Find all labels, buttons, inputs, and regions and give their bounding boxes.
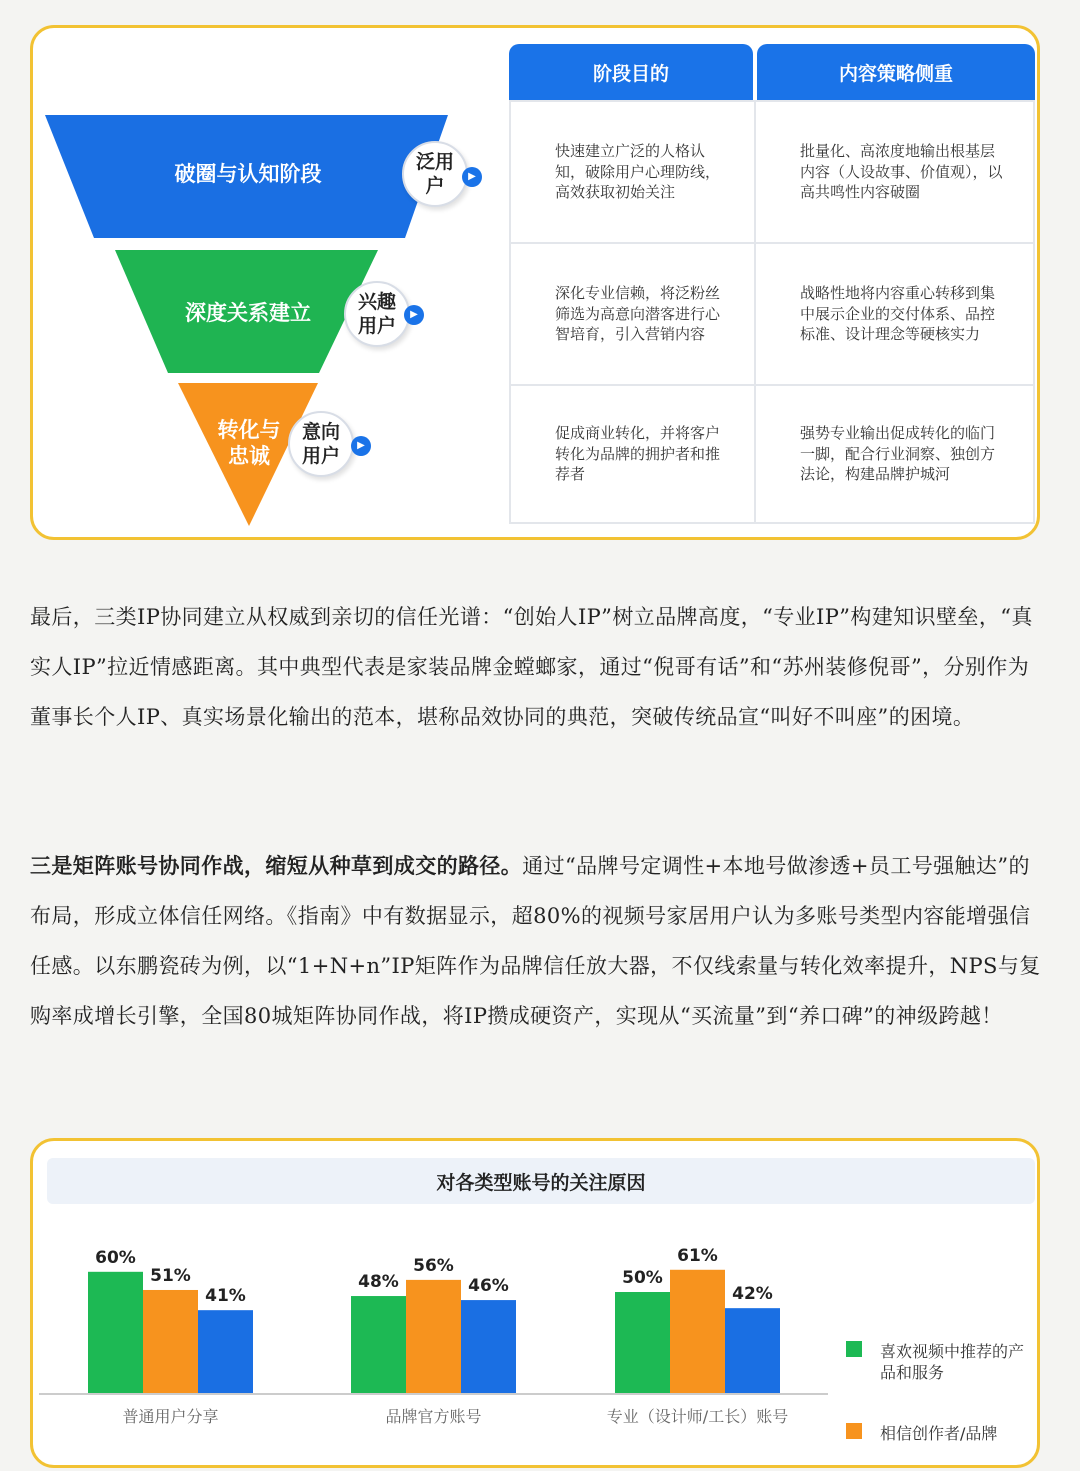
table-header-strategy: 内容策略侧重 xyxy=(757,44,1035,100)
bar-3-2 xyxy=(670,1270,725,1393)
table-cell-1-1: 快速建立广泛的人格认知，破除用户心理防线，高效获取初始关注 xyxy=(509,100,756,244)
user-bubble-1: 泛用户 xyxy=(402,141,468,207)
table-cell-2-1: 深化专业信赖，将泛粉丝筛选为高意向潜客进行心智培育，引入营销内容 xyxy=(509,242,756,386)
user-bubble-3: 意向用户 xyxy=(288,411,354,477)
paragraph-2-text: 通过“品牌号定调性+本地号做渗透+员工号强触达”的布局，形成立体信任网络。《指南》中有数据显示，超80%的视频号家居用户认为多账号类型内容能增强信任感。以东鹏瓷砖为例，以“1+N+n”IP矩阵作为品牌信任放大器，不仅线索量与转化效率提升，NPS与复购率成增长引擎，全国80城矩阵协同作战，将IP攒成硬资产，实现从“买流量”到“养口碑”的神级跨越！ xyxy=(30,854,1041,1028)
legend-swatch-green xyxy=(846,1341,862,1357)
funnel-stage-1-label: 破圈与认知阶段 xyxy=(174,162,322,186)
legend-label-2: 相信创作者/品牌 xyxy=(880,1424,998,1443)
legend-swatch-orange xyxy=(846,1423,862,1439)
funnel-card xyxy=(30,25,1040,540)
bar-2-1 xyxy=(351,1296,406,1393)
category-label-2: 品牌官方账号 xyxy=(385,1407,482,1426)
data-label-1-2: 51% xyxy=(150,1265,191,1286)
chart-title: 对各类型账号的关注原因 xyxy=(47,1158,1035,1204)
table-cell-1-2: 批量化、高浓度地输出根基层内容（人设故事、价值观），以高共鸣性内容破圈 xyxy=(754,100,1035,244)
funnel-stage-2-label: 深度关系建立 xyxy=(185,301,311,325)
play-arrow-icon: ▶ xyxy=(462,167,482,187)
data-label-2-1: 48% xyxy=(358,1272,399,1293)
data-label-1-1: 60% xyxy=(95,1247,136,1268)
table-header-purpose: 阶段目的 xyxy=(509,44,753,100)
paragraph-1-text: 最后，三类IP协同建立从权威到亲切的信任光谱：“创始人IP”树立品牌高度，“专业IP”构建知识壁垒，“真实人IP”拉近情感距离。其中典型代表是家装品牌金螳螂家，通过“倪哥有话”和“苏州装修倪哥”，分别作为董事长个人IP、真实场景化输出的范本，堪称品效协同的典范，突破传统品宣“叫好不叫座”的困境。 xyxy=(30,605,1033,729)
bar-1-3 xyxy=(198,1310,253,1393)
paragraph-2-lead: 三是矩阵账号协同作战，缩短从种草到成交的路径。 xyxy=(30,854,523,878)
bar-3-1 xyxy=(615,1292,670,1393)
paragraph-matrix-accounts xyxy=(30,841,1045,1041)
bar-1-2 xyxy=(143,1290,198,1393)
data-label-1-3: 41% xyxy=(205,1286,246,1307)
chart-card xyxy=(30,1138,1040,1468)
user-bubble-2: 兴趣用户 xyxy=(344,281,410,347)
data-label-3-1: 50% xyxy=(622,1268,663,1288)
data-label-2-2: 56% xyxy=(413,1255,454,1276)
paragraph-trust-spectrum xyxy=(30,592,1045,742)
table-cell-3-2: 强势专业输出促成转化的临门一脚，配合行业洞察、独创方法论，构建品牌护城河 xyxy=(754,384,1035,524)
bar-2-2 xyxy=(406,1280,461,1393)
bar-3-3 xyxy=(725,1308,780,1393)
data-label-3-2: 61% xyxy=(677,1245,718,1266)
legend-label-1: 喜欢视频中推荐的产品和服务 xyxy=(880,1342,1025,1382)
table-cell-2-2: 战略性地将内容重心转移到集中展示企业的交付体系、品控标准、设计理念等硬核实力 xyxy=(754,242,1035,386)
data-label-2-3: 46% xyxy=(468,1276,509,1297)
table-cell-3-1: 促成商业转化，并将客户转化为品牌的拥护者和推荐者 xyxy=(509,384,756,524)
play-arrow-icon: ▶ xyxy=(404,305,424,325)
funnel-stage-3-label: 转化与忠诚 xyxy=(217,418,281,468)
category-label-3: 专业（设计师/工长）账号 xyxy=(606,1407,789,1426)
bar-chart xyxy=(33,1141,1037,1471)
data-label-3-3: 42% xyxy=(732,1284,773,1305)
play-arrow-icon: ▶ xyxy=(351,436,371,456)
bar-2-3 xyxy=(461,1300,516,1393)
category-label-1: 普通用户分享 xyxy=(122,1407,219,1426)
bar-1-1 xyxy=(88,1272,143,1393)
